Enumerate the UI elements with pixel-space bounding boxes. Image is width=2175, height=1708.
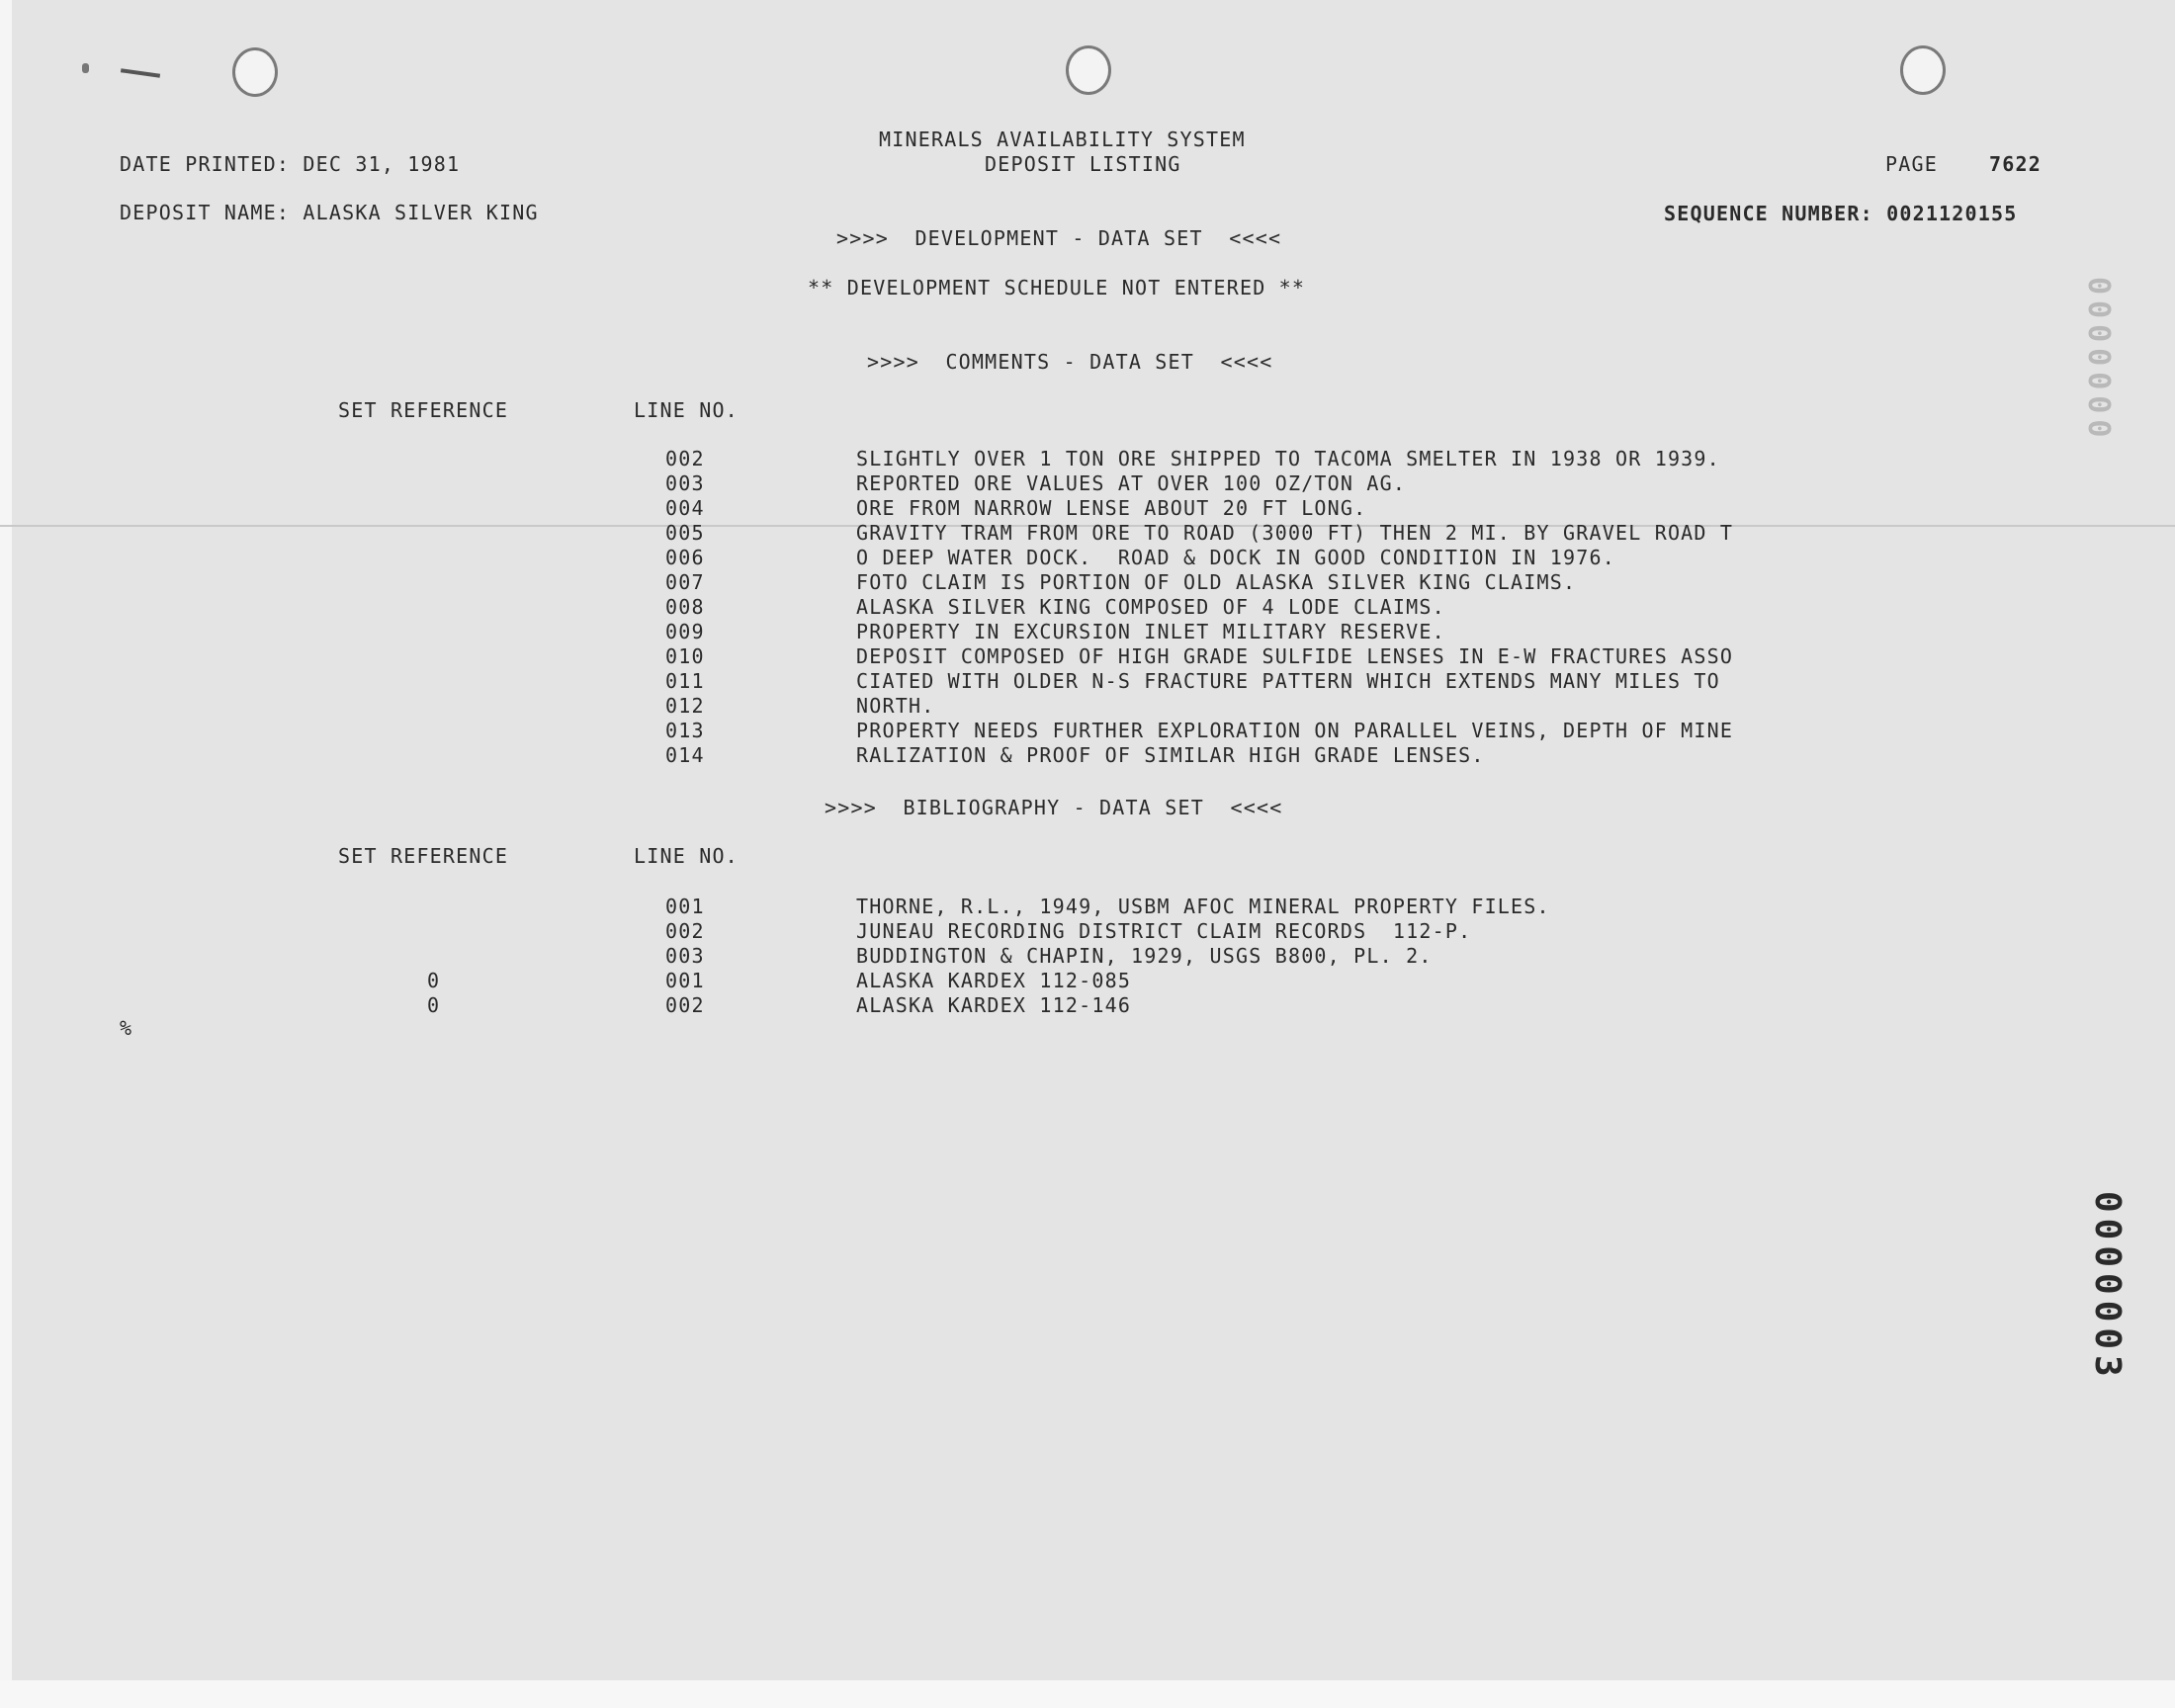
scan-edge-bottom bbox=[0, 1680, 2175, 1708]
page-label: PAGE bbox=[1885, 152, 1938, 176]
line-number: 004 bbox=[665, 496, 705, 520]
punch-hole-right bbox=[1900, 45, 1946, 95]
development-heading: >>>> DEVELOPMENT - DATA SET <<<< bbox=[836, 226, 1282, 250]
line-number: 012 bbox=[665, 694, 705, 718]
printout-sheet bbox=[12, 0, 2175, 1680]
comment-text: REPORTED ORE VALUES AT OVER 100 OZ/TON AG. bbox=[856, 471, 1407, 495]
comment-text: PROPERTY NEEDS FURTHER EXPLORATION ON PARALLEL VEINS, DEPTH OF MINE bbox=[856, 719, 1734, 742]
comment-text: DEPOSIT COMPOSED OF HIGH GRADE SULFIDE LENSES IN E-W FRACTURES ASSO bbox=[856, 644, 1734, 668]
comment-text: NORTH. bbox=[856, 694, 935, 718]
page-stamp-faint: 0000000 bbox=[2081, 277, 2116, 444]
bibliography-text: JUNEAU RECORDING DISTRICT CLAIM RECORDS 112-P. bbox=[856, 919, 1472, 943]
comment-text: SLIGHTLY OVER 1 TON ORE SHIPPED TO TACOMA SMELTER IN 1938 OR 1939. bbox=[856, 447, 1720, 470]
line-number: 003 bbox=[665, 471, 705, 495]
pen-dot bbox=[82, 63, 89, 73]
punch-hole-left bbox=[232, 47, 278, 97]
comments-heading: >>>> COMMENTS - DATA SET <<<< bbox=[867, 350, 1273, 374]
line-number: 007 bbox=[665, 570, 705, 594]
line-number: 008 bbox=[665, 595, 705, 619]
line-number: 011 bbox=[665, 669, 705, 693]
comment-text: ORE FROM NARROW LENSE ABOUT 20 FT LONG. bbox=[856, 496, 1367, 520]
line-number: 002 bbox=[665, 993, 705, 1017]
line-number: 006 bbox=[665, 546, 705, 569]
listing-title: DEPOSIT LISTING bbox=[985, 152, 1181, 176]
line-number: 009 bbox=[665, 620, 705, 643]
line-number: 013 bbox=[665, 719, 705, 742]
line-number: 003 bbox=[665, 944, 705, 968]
bibliography-text: BUDDINGTON & CHAPIN, 1929, USGS B800, PL. 2. bbox=[856, 944, 1433, 968]
comments-set-reference-header: SET REFERENCE bbox=[338, 398, 509, 422]
bibliography-line-no-header: LINE NO. bbox=[634, 844, 739, 868]
page-number: 7622 bbox=[1989, 152, 2042, 176]
scan-edge-left bbox=[0, 0, 12, 1708]
comments-line-no-header: LINE NO. bbox=[634, 398, 739, 422]
page-stamp: 0000003 bbox=[2087, 1191, 2128, 1383]
comment-text: ALASKA SILVER KING COMPOSED OF 4 LODE CLAIMS. bbox=[856, 595, 1445, 619]
date-printed: DATE PRINTED: DEC 31, 1981 bbox=[120, 152, 461, 176]
line-number: 001 bbox=[665, 969, 705, 992]
set-reference: 0 bbox=[427, 969, 441, 992]
line-number: 002 bbox=[665, 919, 705, 943]
comment-text: CIATED WITH OLDER N-S FRACTURE PATTERN WHICH EXTENDS MANY MILES TO bbox=[856, 669, 1720, 693]
bibliography-text: ALASKA KARDEX 112-146 bbox=[856, 993, 1132, 1017]
line-number: 001 bbox=[665, 895, 705, 918]
bibliography-text: ALASKA KARDEX 112-085 bbox=[856, 969, 1132, 992]
development-note: ** DEVELOPMENT SCHEDULE NOT ENTERED ** bbox=[808, 276, 1306, 299]
comment-text: FOTO CLAIM IS PORTION OF OLD ALASKA SILVER KING CLAIMS. bbox=[856, 570, 1577, 594]
bibliography-heading: >>>> BIBLIOGRAPHY - DATA SET <<<< bbox=[825, 796, 1283, 819]
line-number: 014 bbox=[665, 743, 705, 767]
comment-text: PROPERTY IN EXCURSION INLET MILITARY RESERVE. bbox=[856, 620, 1445, 643]
comment-text: O DEEP WATER DOCK. ROAD & DOCK IN GOOD CONDITION IN 1976. bbox=[856, 546, 1615, 569]
line-number: 005 bbox=[665, 521, 705, 545]
deposit-name: DEPOSIT NAME: ALASKA SILVER KING bbox=[120, 201, 539, 224]
set-reference: 0 bbox=[427, 993, 441, 1017]
comment-text: GRAVITY TRAM FROM ORE TO ROAD (3000 FT) THEN 2 MI. BY GRAVEL ROAD T bbox=[856, 521, 1734, 545]
bibliography-text: THORNE, R.L., 1949, USBM AFOC MINERAL PROPERTY FILES. bbox=[856, 895, 1550, 918]
end-marker: % bbox=[120, 1016, 133, 1040]
comment-text: RALIZATION & PROOF OF SIMILAR HIGH GRADE LENSES. bbox=[856, 743, 1485, 767]
punch-hole-center bbox=[1066, 45, 1111, 95]
line-number: 010 bbox=[665, 644, 705, 668]
sequence-number: SEQUENCE NUMBER: 0021120155 bbox=[1664, 202, 2018, 225]
bibliography-set-reference-header: SET REFERENCE bbox=[338, 844, 509, 868]
system-title: MINERALS AVAILABILITY SYSTEM bbox=[879, 128, 1246, 151]
line-number: 002 bbox=[665, 447, 705, 470]
